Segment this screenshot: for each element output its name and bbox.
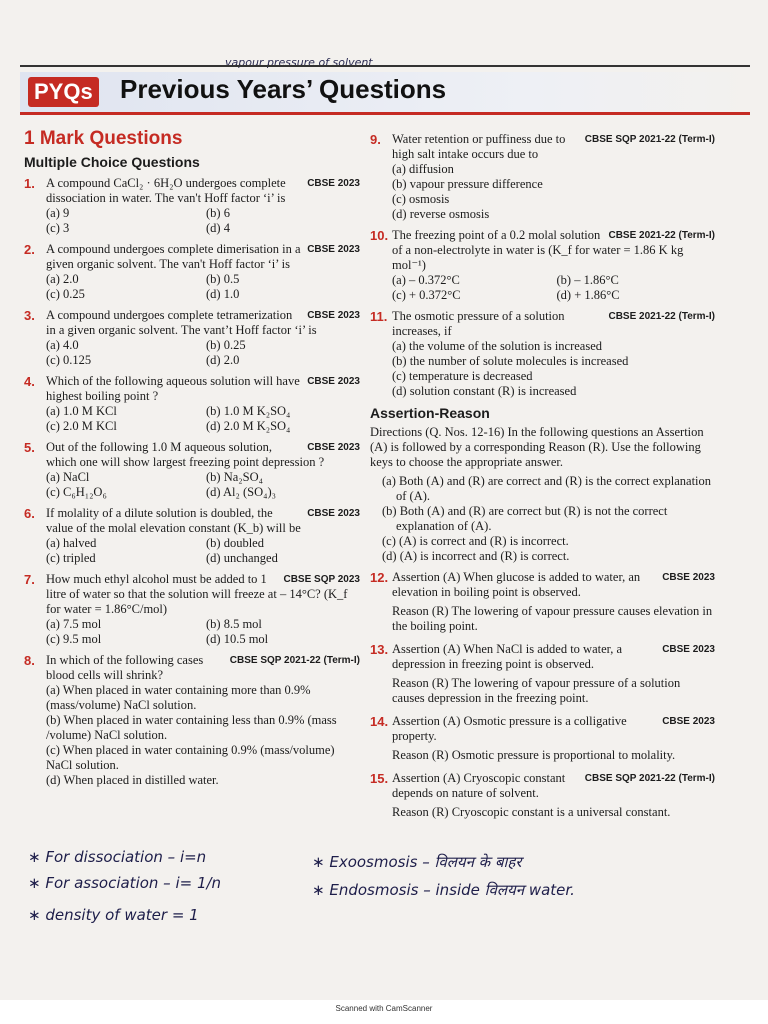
mcq-list <box>24 176 360 788</box>
question-text <box>46 506 360 536</box>
option: (b) 8.5 mol <box>206 617 262 631</box>
option-list <box>46 206 360 236</box>
option-list <box>46 338 360 368</box>
question-source: CBSE 2023 <box>662 572 715 583</box>
option: (a) halved <box>46 536 97 550</box>
question-number: 14. <box>370 714 389 729</box>
reason-text: Reason (R) The lowering of vapour pressure causes elevation in the boiling point. <box>392 604 713 633</box>
option: (d) Al₂ (SO₄)₃ <box>206 485 277 499</box>
question <box>370 132 715 222</box>
scanner-footer: Scanned with CamScanner <box>0 1000 768 1024</box>
question <box>24 440 360 500</box>
question-source: CBSE 2021-22 (Term-I) <box>608 230 715 241</box>
option: (b) vapour pressure difference <box>392 177 543 191</box>
note-endosmosis: ∗ Endosmosis – inside विलयन water. <box>312 881 575 899</box>
left-column <box>24 128 360 794</box>
question-source: CBSE 2023 <box>307 508 360 519</box>
question-source: CBSE SQP 2021-22 (Term-I) <box>584 134 715 145</box>
option: (c) C₆H₁₂O₆ <box>46 485 107 499</box>
question <box>370 309 715 399</box>
question-number: 3. <box>24 308 35 323</box>
page-title: Previous Years’ Questions <box>120 74 447 104</box>
option: (a) 2.0 <box>46 272 79 286</box>
question-source: CBSE 2023 <box>662 716 715 727</box>
option: (d) reverse osmosis <box>392 207 490 221</box>
note-dissociation: ∗ For dissociation – i=n <box>28 848 207 866</box>
assertion-reason-title: Assertion-Reason <box>370 405 490 421</box>
question-stem: Which of the following aqueous solution will have highest boiling point ? <box>46 374 300 403</box>
option: (d) 10.5 mol <box>206 632 269 646</box>
option-list <box>46 404 360 434</box>
option: (d) When placed in distilled water. <box>46 773 219 787</box>
option-list <box>392 162 715 222</box>
question <box>24 242 360 302</box>
question <box>24 506 360 566</box>
question-number: 1. <box>24 176 35 191</box>
question-source: CBSE 2021-22 (Term-I) <box>608 311 715 322</box>
assertion-question <box>370 642 715 672</box>
question-text <box>392 132 715 162</box>
question-number: 12. <box>370 570 389 585</box>
question-stem: A compound CaCl₂ · 6H₂O undergoes complete dissociation in water. The van't Hoff factor ‘i’ is <box>46 176 286 205</box>
question-number: 8. <box>24 653 35 668</box>
note-association: ∗ For association – i= 1/n <box>28 874 222 892</box>
option: (c) 2.0 M KCl <box>46 419 117 433</box>
question-text <box>46 572 360 617</box>
question-source: CBSE 2023 <box>662 644 715 655</box>
option: (b) When placed in water containing less than 0.9% (mass /volume) NaCl solution. <box>46 713 337 742</box>
assertion-text <box>392 771 715 801</box>
option: (a) 4.0 <box>46 338 79 352</box>
option: (b) 0.25 <box>206 338 246 352</box>
option: (b) 1.0 M K₂SO₄ <box>206 404 291 418</box>
question-number: 10. <box>370 228 389 243</box>
question-stem: How much ethyl alcohol must be added to 1 litre of water so that the solution will freeze at – 14°C? (K_f for water = 1.86°C/mol) <box>46 572 348 616</box>
option: (c) 3 <box>46 221 70 235</box>
option: (b) Na₂SO₄ <box>206 470 263 484</box>
handwritten-top-note: vapour pressure of solvent <box>225 56 373 69</box>
option-list <box>46 617 360 647</box>
option: (a) – 0.372°C <box>392 273 460 287</box>
question-text <box>46 176 360 206</box>
option: (b) – 1.86°C <box>556 273 619 287</box>
option: (c) osmosis <box>392 192 450 206</box>
mcq-list-right <box>370 132 715 399</box>
note-exoosmosis: ∗ Exoosmosis – विलयन के बाहर <box>312 853 522 871</box>
option: (a) When placed in water containing more than 0.9% (mass/volume) NaCl solution. <box>46 683 311 712</box>
reason-text: Reason (R) The lowering of vapour pressure of a solution causes depression in the freezing point. <box>392 676 681 705</box>
option: (d) 2.0 <box>206 353 240 367</box>
assertion-text <box>392 714 715 744</box>
option: (d) + 1.86°C <box>556 288 620 302</box>
question-text <box>392 309 715 339</box>
subsection-title: Multiple Choice Questions <box>24 154 200 170</box>
option: (d) 1.0 <box>206 287 240 301</box>
section-title: 1 Mark Questions <box>24 128 183 149</box>
top-rule <box>20 65 750 67</box>
assertion-text <box>392 570 715 600</box>
option: (a) NaCl <box>46 470 90 484</box>
question-stem: Water retention or puffiness due to high salt intake occurs due to <box>392 132 566 161</box>
assertion-question <box>370 771 715 801</box>
option-list <box>392 339 715 399</box>
question <box>24 653 360 788</box>
assertion: Assertion (A) When NaCl is added to water, a depression in freezing point is observed. <box>392 642 623 671</box>
question-text <box>46 374 360 404</box>
option: (a) 9 <box>46 206 70 220</box>
pyqs-badge: PYQs <box>28 77 99 107</box>
question-stem: Out of the following 1.0 M aqueous solution, which one will show largest freezing point depression ? <box>46 440 325 469</box>
option-list <box>392 273 715 303</box>
question-number: 2. <box>24 242 35 257</box>
assertion-question <box>370 714 715 744</box>
option-list <box>46 470 360 500</box>
page-header <box>20 72 750 115</box>
assertion-text <box>392 642 715 672</box>
option: (c) 0.125 <box>46 353 92 367</box>
question <box>24 308 360 368</box>
question-stem: A compound undergoes complete tetramerization in a given organic solvent. The vant’t Hoff factor ‘i’ is <box>46 308 317 337</box>
question-number: 5. <box>24 440 35 455</box>
question-number: 15. <box>370 771 389 786</box>
question-text <box>392 228 715 273</box>
question-number: 4. <box>24 374 35 389</box>
assertion: Assertion (A) When glucose is added to water, an elevation in boiling point is observed. <box>392 570 641 599</box>
option: (b) 6 <box>206 206 230 220</box>
directions: Directions (Q. Nos. 12-16) In the following questions an Assertion (A) is followed by a corresponding Reason (R). Use the following keys to choose the appropriate answer. <box>370 425 704 469</box>
option: (c) When placed in water containing 0.9% (mass/volume) NaCl solution. <box>46 743 335 772</box>
question-stem: The osmotic pressure of a solution increases, if <box>392 309 565 338</box>
question-stem: A compound undergoes complete dimerisation in a given organic solvent. The van't Hoff factor ‘i’ is <box>46 242 301 271</box>
reason-text: Reason (R) Osmotic pressure is proportional to molality. <box>392 748 676 762</box>
option: (a) 1.0 M KCl <box>46 404 117 418</box>
option: (d) 2.0 M K₂SO₄ <box>206 419 291 433</box>
option: (c) + 0.372°C <box>392 288 461 302</box>
question-stem: In which of the following cases blood cells will shrink? <box>46 653 204 682</box>
question-number: 6. <box>24 506 35 521</box>
assertion: Assertion (A) Osmotic pressure is a colligative property. <box>392 714 627 743</box>
question-text <box>46 440 360 470</box>
option-list <box>46 272 360 302</box>
option: (c) temperature is decreased <box>392 369 533 383</box>
question-text <box>46 653 360 683</box>
answer-key: (a) Both (A) and (R) are correct and (R) is the correct explanation of (A). <box>382 474 712 503</box>
question <box>24 572 360 647</box>
question-number: 7. <box>24 572 35 587</box>
option: (a) the volume of the solution is increased <box>392 339 603 353</box>
answer-key: (d) (A) is incorrect and (R) is correct. <box>382 549 570 563</box>
assertion-reason-list <box>370 570 715 820</box>
question-source: CBSE 2023 <box>307 244 360 255</box>
option: (b) doubled <box>206 536 264 550</box>
question-stem: The freezing point of a 0.2 molal solution of a non-electrolyte in water is (K_f for water = 1.86 K kg mol⁻¹) <box>392 228 684 272</box>
question-stem: If molality of a dilute solution is doubled, the value of the molal elevation constant (K_b) will be <box>46 506 301 535</box>
question-source: CBSE 2023 <box>307 442 360 453</box>
question <box>24 374 360 434</box>
question-source: CBSE SQP 2023 <box>283 574 360 585</box>
option: (a) diffusion <box>392 162 454 176</box>
question-source: CBSE SQP 2021-22 (Term-I) <box>229 655 360 666</box>
option-list <box>46 536 360 566</box>
option: (d) solution constant (R) is increased <box>392 384 577 398</box>
option: (a) 7.5 mol <box>46 617 102 631</box>
option: (c) 0.25 <box>46 287 85 301</box>
question-number: 11. <box>370 309 388 324</box>
assertion: Assertion (A) Cryoscopic constant depends on nature of solvent. <box>392 771 566 800</box>
question-text <box>46 308 360 338</box>
reason-text: Reason (R) Cryoscopic constant is a universal constant. <box>392 805 671 819</box>
option: (b) 0.5 <box>206 272 240 286</box>
option: (c) tripled <box>46 551 96 565</box>
answer-key: (b) Both (A) and (R) are correct but (R) is not the correct explanation of (A). <box>382 504 668 533</box>
option: (b) the number of solute molecules is increased <box>392 354 629 368</box>
question <box>370 228 715 303</box>
question-source: CBSE 2023 <box>307 310 360 321</box>
question-source: CBSE 2023 <box>307 376 360 387</box>
option: (d) 4 <box>206 221 230 235</box>
answer-keys <box>370 474 715 564</box>
right-column <box>370 132 715 828</box>
question-source: CBSE SQP 2021-22 (Term-I) <box>584 773 715 784</box>
question-text <box>46 242 360 272</box>
option: (c) 9.5 mol <box>46 632 102 646</box>
assertion-question <box>370 570 715 600</box>
question-number: 9. <box>370 132 381 147</box>
answer-key: (c) (A) is correct and (R) is incorrect. <box>382 534 569 548</box>
question-source: CBSE 2023 <box>307 178 360 189</box>
question <box>24 176 360 236</box>
option-list <box>46 683 360 788</box>
note-density: ∗ density of water = 1 <box>28 906 199 924</box>
option: (d) unchanged <box>206 551 278 565</box>
question-number: 13. <box>370 642 389 657</box>
